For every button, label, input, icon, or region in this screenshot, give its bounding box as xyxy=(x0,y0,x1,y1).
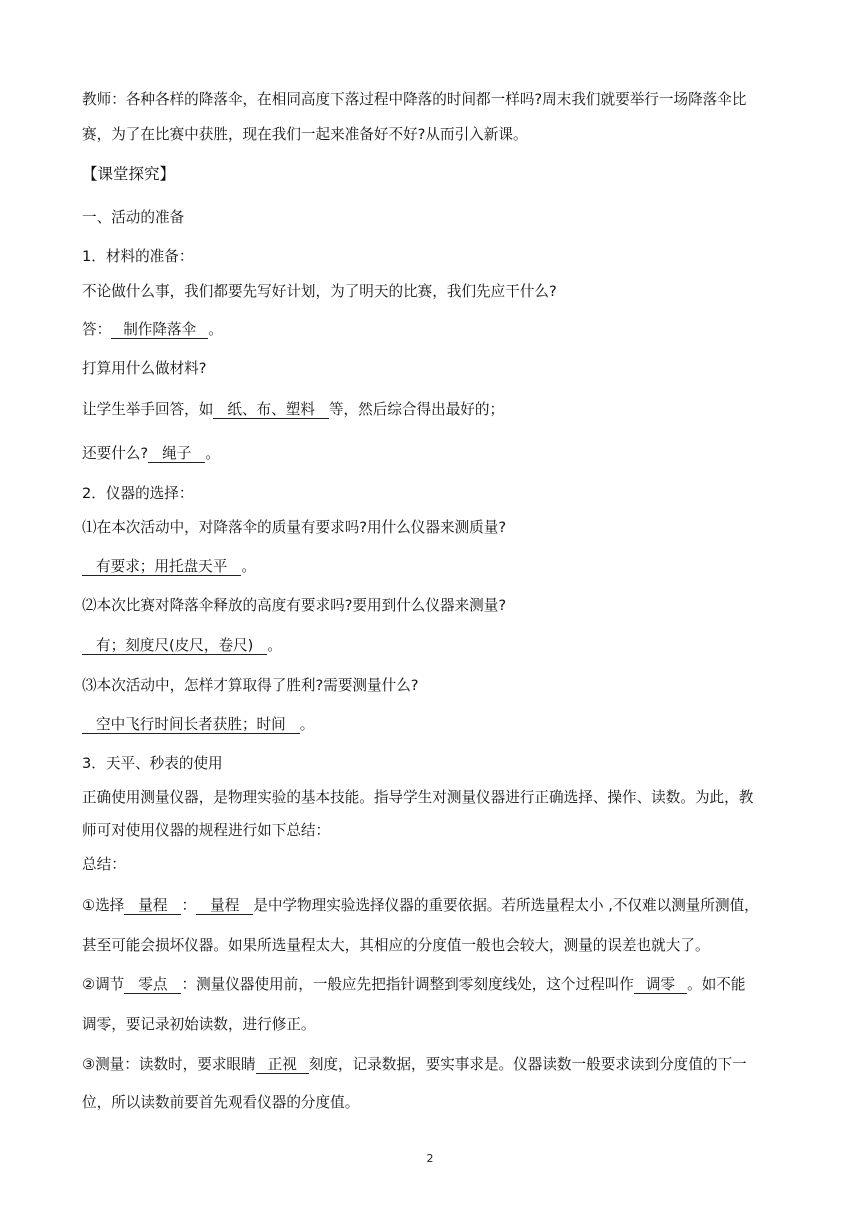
item1-line-1 xyxy=(82,896,782,916)
item2-line-1 xyxy=(82,975,782,995)
item1-blank-2: 量程 xyxy=(196,897,253,915)
item2-blank-1: 零点 xyxy=(124,976,181,994)
section-heading-text: 【课堂探究】 xyxy=(82,165,176,183)
page-number: 2 xyxy=(426,1152,434,1165)
usage-para-line-2 xyxy=(82,821,782,841)
item2-line-2 xyxy=(82,1015,782,1035)
usage-heading xyxy=(82,754,782,774)
usage-heading-text: 3．天平、秒表的使用 xyxy=(82,755,223,772)
instruments-q3 xyxy=(82,676,782,696)
answer-suffix: 。 xyxy=(208,321,223,338)
item1-line-2 xyxy=(82,936,782,956)
material-question xyxy=(82,359,782,379)
material-question-text: 打算用什么做材料? xyxy=(82,360,207,377)
a3-blank: 空中飞行时间长者获胜；时间 xyxy=(82,716,300,734)
instruments-heading xyxy=(82,484,782,504)
a2-suffix: 。 xyxy=(267,637,282,654)
item1-blank-1: 量程 xyxy=(124,897,181,915)
intro-text-1: 教师：各种各样的降落伞，在相同高度下落过程中降落的时间都一样吗?周末我们就要举行一场降落伞比 xyxy=(82,91,747,108)
also-line xyxy=(82,444,782,464)
raise-hand-line xyxy=(82,400,782,420)
item3-rest: 刻度，记录数据，要实事求是。仪器读数一般要求读到分度值的下一 xyxy=(308,1056,747,1073)
raise-answer-blank: 纸、布、塑料 xyxy=(213,401,329,419)
a1-suffix: 。 xyxy=(241,558,256,575)
usage-para-line-1 xyxy=(82,788,782,808)
item2-mid: ：测量仪器使用前，一般应先把指针调整到零刻度线处，这个过程叫作 xyxy=(181,976,634,993)
a3-suffix: 。 xyxy=(299,716,315,733)
also-prefix: 还要什么? xyxy=(82,445,149,462)
instruments-a1-line xyxy=(82,557,782,577)
item3-line-1 xyxy=(82,1055,782,1075)
a2-blank: 有；刻度尺(皮尺，卷尺) xyxy=(82,637,267,655)
part1-heading xyxy=(82,208,782,228)
materials-heading xyxy=(82,247,782,267)
raise-prefix: 让学生举手回答，如 xyxy=(82,401,214,418)
also-suffix: 。 xyxy=(205,445,220,462)
materials-answer-line xyxy=(82,320,782,340)
intro-text-2: 赛，为了在比赛中获胜，现在我们一起来准备好不好?从而引入新课。 xyxy=(82,126,528,143)
materials-question xyxy=(82,282,782,302)
item2-blank-2: 调零 xyxy=(634,976,687,994)
summary-label xyxy=(82,855,782,875)
answer-prefix: 答： xyxy=(82,321,112,338)
q1-text: ⑴在本次活动中，对降落伞的质量有要求吗?用什么仪器来测质量? xyxy=(82,519,507,536)
item3-blank-1: 正视 xyxy=(256,1056,309,1074)
item3-line-2 xyxy=(82,1093,782,1113)
intro-line-2 xyxy=(82,125,782,145)
item3-line2-text: 位，所以读数前要首先观看仪器的分度值。 xyxy=(82,1094,360,1111)
also-answer-blank: 绳子 xyxy=(148,445,205,463)
instruments-a2-line xyxy=(82,636,782,656)
q3-text: ⑶本次活动中，怎样才算取得了胜利?需要测量什么? xyxy=(82,677,419,694)
usage-para-text-2: 师可对使用仪器的规程进行如下总结： xyxy=(82,822,331,839)
instruments-a3-line xyxy=(82,715,782,735)
usage-para-text-1: 正确使用测量仪器，是物理实验的基本技能。指导学生对测量仪器进行正确选择、操作、读数。为此，教 xyxy=(82,789,754,806)
item2-prefix: ②调节 xyxy=(82,976,125,993)
answer-blank: 制作降落伞 xyxy=(111,321,208,339)
instruments-q2 xyxy=(82,596,782,616)
q2-text: ⑵本次比赛对降落伞释放的高度有要求吗?要用到什么仪器来测量? xyxy=(82,597,507,614)
item2-rest: 。如不能 xyxy=(687,976,746,993)
part1-heading-text: 一、活动的准备 xyxy=(82,209,185,226)
item2-line2-text: 调零，要记录初始读数，进行修正。 xyxy=(82,1016,316,1033)
item3-prefix: ③测量：读数时，要求眼睛 xyxy=(82,1056,256,1073)
item1-prefix: ①选择 xyxy=(82,897,125,914)
raise-suffix: 等，然后综合得出最好的； xyxy=(328,401,505,418)
item1-line2-text: 甚至可能会损坏仪器。如果所选量程太大，其相应的分度值一般也会较大，测量的误差也就大了。 xyxy=(82,937,710,954)
summary-label-text: 总结： xyxy=(82,856,126,873)
instruments-heading-text: 2．仪器的选择： xyxy=(82,485,194,502)
instruments-q1 xyxy=(82,518,782,538)
materials-question-text: 不论做什么事，我们都要先写好计划，为了明天的比赛，我们先应干什么? xyxy=(82,283,557,300)
a1-blank: 有要求；用托盘天平 xyxy=(82,558,241,576)
item1-rest: 是中学物理实验选择仪器的重要依据。若所选量程太小 ,不仅难以测量所测值， xyxy=(253,897,759,914)
section-heading xyxy=(82,164,782,184)
materials-heading-text: 1．材料的准备： xyxy=(82,248,194,265)
item1-mid: ： xyxy=(181,897,197,914)
intro-line-1 xyxy=(82,90,782,110)
